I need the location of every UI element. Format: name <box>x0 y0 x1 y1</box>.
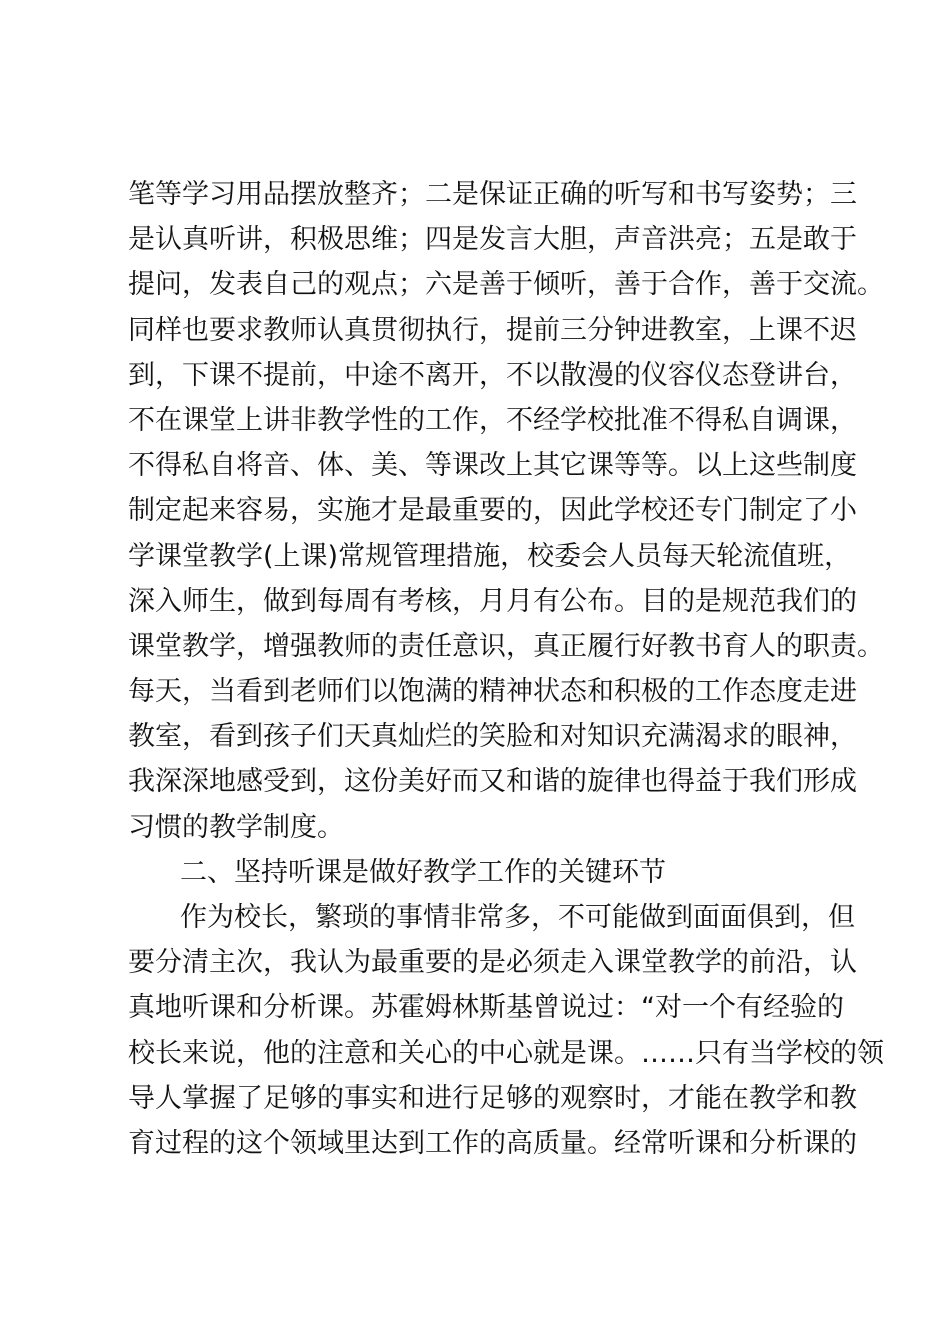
paragraph-line: 同样也要求教师认真贯彻执行，提前三分钟进教室，上课不迟 <box>128 314 857 346</box>
paragraph-line: 不得私自将音、体、美、等课改上其它课等等。以上这些制度 <box>128 450 857 482</box>
paragraph-line: 习惯的教学制度。 <box>128 811 344 843</box>
paragraph-line: 导人掌握了足够的事实和进行足够的观察时，才能在教学和教 <box>128 1082 857 1114</box>
paragraph-line: 制定起来容易，实施才是最重要的，因此学校还专门制定了小 <box>128 495 857 527</box>
paragraph-line: 我深深地感受到，这份美好而又和谐的旋律也得益于我们形成 <box>128 766 857 798</box>
paragraph-line: 笔等学习用品摆放整齐；二是保证正确的听写和书写姿势；三 <box>128 179 857 210</box>
paragraph-line: 教室，看到孩子们天真灿烂的笑脸和对知识充满渴求的眼神， <box>128 721 857 753</box>
document-body <box>128 172 884 1166</box>
paragraph-line: 不在课堂上讲非教学性的工作，不经学校批准不得私自调课， <box>128 404 857 436</box>
paragraph-line: 作为校长，繁琐的事情非常多，不可能做到面面俱到，但 <box>180 902 855 933</box>
paragraph-line: 是认真听讲，积极思维；四是发言大胆，声音洪亮；五是敢于 <box>128 224 857 256</box>
paragraph-line: 育过程的这个领域里达到工作的高质量。经常听课和分析课的 <box>128 1127 857 1159</box>
paragraph-line: 课堂教学，增强教师的责任意识，真正履行好教书育人的职责。 <box>128 630 884 662</box>
paragraph-line: 学课堂教学(上课)常规管理措施，校委会人员每天轮流值班， <box>128 540 852 572</box>
paragraph-line: 提问，发表自己的观点；六是善于倾听，善于合作，善于交流。 <box>128 269 884 301</box>
paragraph-line: 校长来说，他的注意和关心的中心就是课。……只有当学校的领 <box>128 1037 884 1069</box>
paragraph-line: 每天，当看到老师们以饱满的精神状态和积极的工作态度走进 <box>128 676 857 708</box>
paragraph-line: 深入师生，做到每周有考核，月月有公布。目的是规范我们的 <box>128 585 857 617</box>
paragraph-line: 到，下课不提前，中途不离开，不以散漫的仪容仪态登讲台， <box>128 359 857 391</box>
section-heading: 二、坚持听课是做好教学工作的关键环节 <box>180 856 666 888</box>
paragraph-line: 真地听课和分析课。苏霍姆林斯基曾说过：“对一个有经验的 <box>128 992 844 1024</box>
paragraph-line: 要分清主次，我认为最重要的是必须走入课堂教学的前沿，认 <box>128 947 857 979</box>
